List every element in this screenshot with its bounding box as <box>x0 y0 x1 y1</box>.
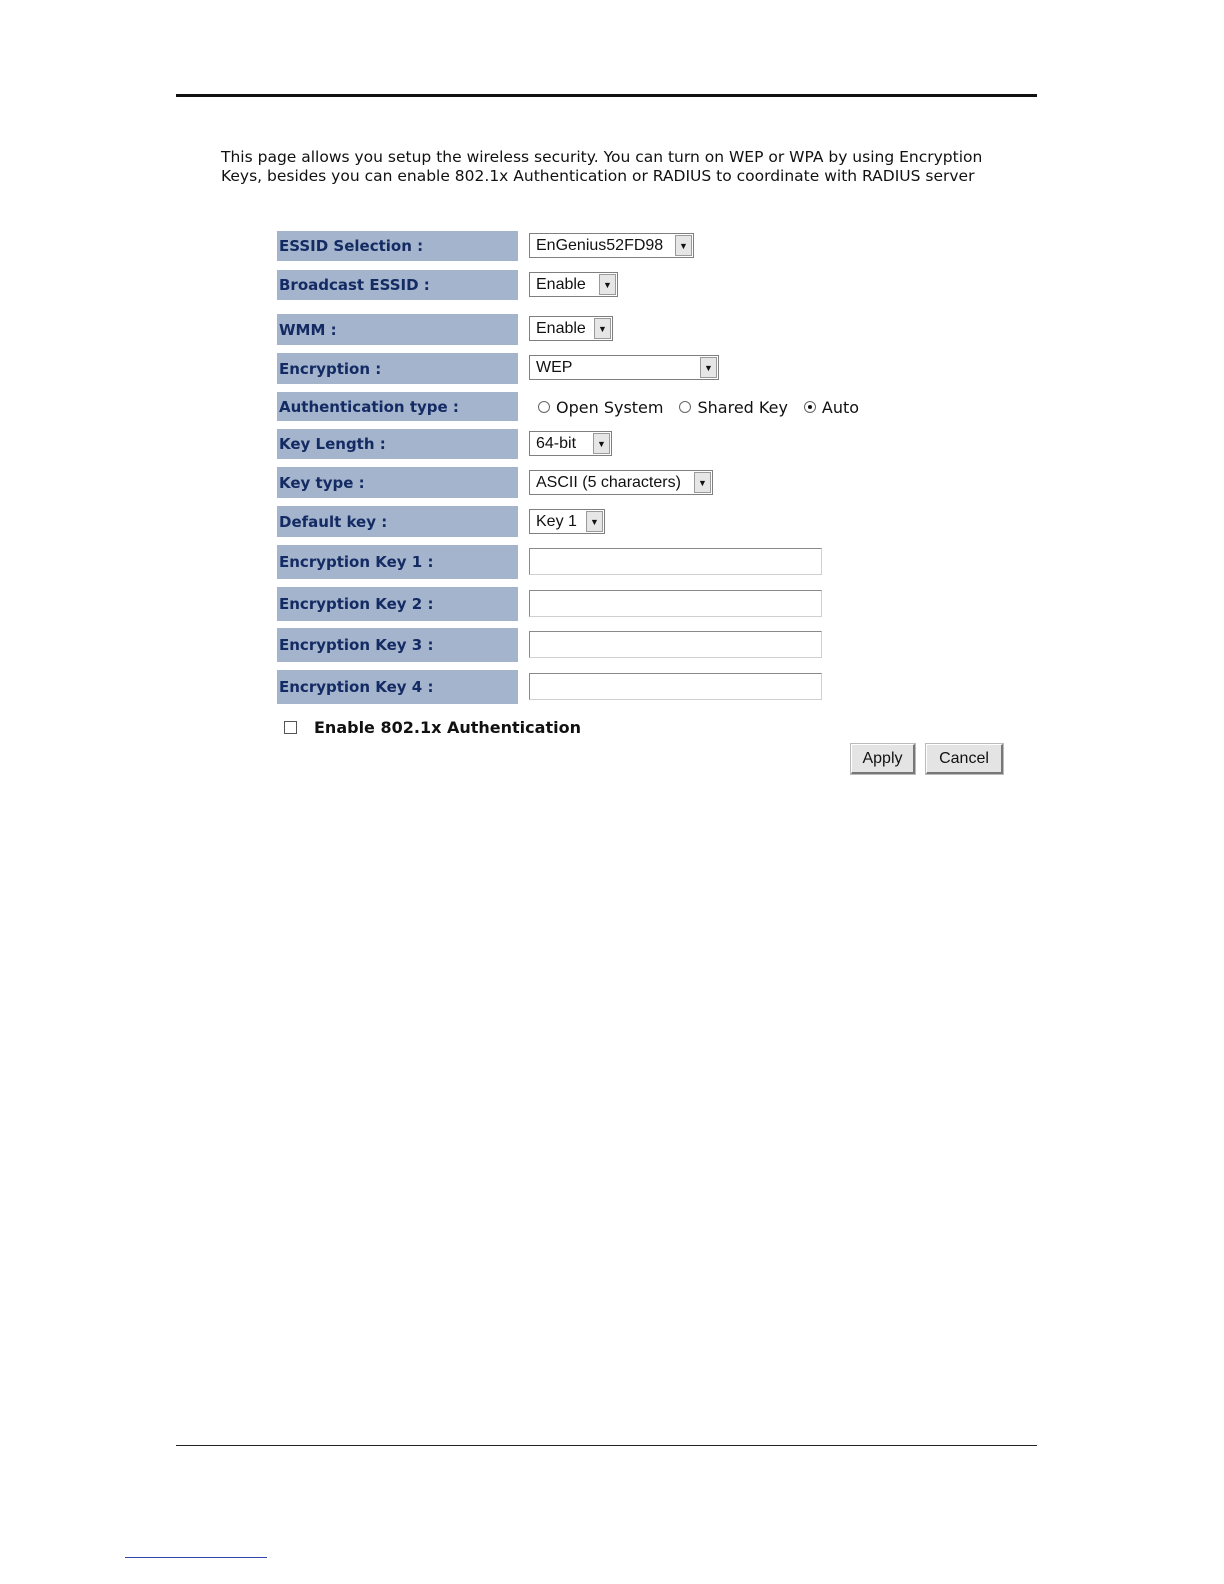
cancel-button[interactable]: Cancel <box>926 744 1003 774</box>
enable-8021x-label: Enable 802.1x Authentication <box>314 717 581 737</box>
default-key-select[interactable] <box>529 509 605 534</box>
label-wmm: WMM : <box>277 314 518 345</box>
chevron-down-icon[interactable]: ▼ <box>593 433 610 454</box>
chevron-down-icon[interactable]: ▼ <box>694 472 711 493</box>
radio-open-system-label: Open System <box>556 397 664 417</box>
key-type-select[interactable] <box>529 470 713 495</box>
radio-circle-icon[interactable] <box>679 401 691 413</box>
radio-circle-selected-icon[interactable] <box>804 401 816 413</box>
chevron-down-icon[interactable]: ▼ <box>586 511 603 532</box>
broadcast-essid-select[interactable] <box>529 272 618 297</box>
chevron-down-icon[interactable]: ▼ <box>594 318 611 339</box>
label-encryption-key-3: Encryption Key 3 : <box>277 628 518 662</box>
radio-shared-key-label: Shared Key <box>697 397 788 417</box>
chevron-down-icon[interactable]: ▼ <box>599 274 616 295</box>
enable-8021x-row[interactable] <box>284 716 581 738</box>
encryption-value: WEP <box>536 358 573 376</box>
key-type-value: ASCII (5 characters) <box>536 473 681 491</box>
chevron-down-icon[interactable]: ▼ <box>700 357 717 378</box>
label-default-key: Default key : <box>277 506 518 537</box>
label-broadcast-essid: Broadcast ESSID : <box>277 270 518 300</box>
key-length-select[interactable] <box>529 431 612 456</box>
key-length-value: 64-bit <box>536 434 577 452</box>
label-authentication-type: Authentication type : <box>277 392 518 421</box>
encryption-key-2-input[interactable] <box>529 590 822 617</box>
label-key-type: Key type : <box>277 467 518 498</box>
header-rule <box>176 94 1037 97</box>
label-essid-selection: ESSID Selection : <box>277 231 518 261</box>
encryption-key-3-input[interactable] <box>529 631 822 658</box>
wmm-select[interactable] <box>529 316 613 341</box>
authentication-type-radio-group <box>538 395 875 419</box>
enable-8021x-checkbox[interactable] <box>284 721 297 734</box>
radio-auto-label: Auto <box>821 397 860 417</box>
label-encryption-key-4: Encryption Key 4 : <box>277 670 518 704</box>
radio-shared-key[interactable] <box>679 398 787 417</box>
footnote-rule <box>125 1557 267 1558</box>
label-key-length: Key Length : <box>277 429 518 459</box>
page-description: This page allows you setup the wireless security. You can turn on WEP or WPA by using Encryption Keys, besides you can enable 802.1x Authentication or RADIUS to coordinate with RADIUS server <box>221 148 983 185</box>
broadcast-essid-value: Enable <box>536 275 586 293</box>
radio-open-system[interactable] <box>538 398 663 417</box>
encryption-key-1-input[interactable] <box>529 548 822 575</box>
chevron-down-icon[interactable]: ▼ <box>675 235 692 256</box>
apply-button[interactable]: Apply <box>851 744 915 774</box>
label-encryption-key-1: Encryption Key 1 : <box>277 545 518 579</box>
label-encryption: Encryption : <box>277 353 518 384</box>
encryption-key-4-input[interactable] <box>529 673 822 700</box>
essid-selection-value: EnGenius52FD98 <box>536 236 664 254</box>
footer-rule <box>176 1445 1037 1446</box>
radio-circle-icon[interactable] <box>538 401 550 413</box>
default-key-value: Key 1 <box>536 512 577 530</box>
radio-auto[interactable] <box>804 398 859 417</box>
encryption-select[interactable] <box>529 355 719 380</box>
label-encryption-key-2: Encryption Key 2 : <box>277 587 518 621</box>
wmm-value: Enable <box>536 319 586 337</box>
essid-selection-select[interactable] <box>529 233 694 258</box>
